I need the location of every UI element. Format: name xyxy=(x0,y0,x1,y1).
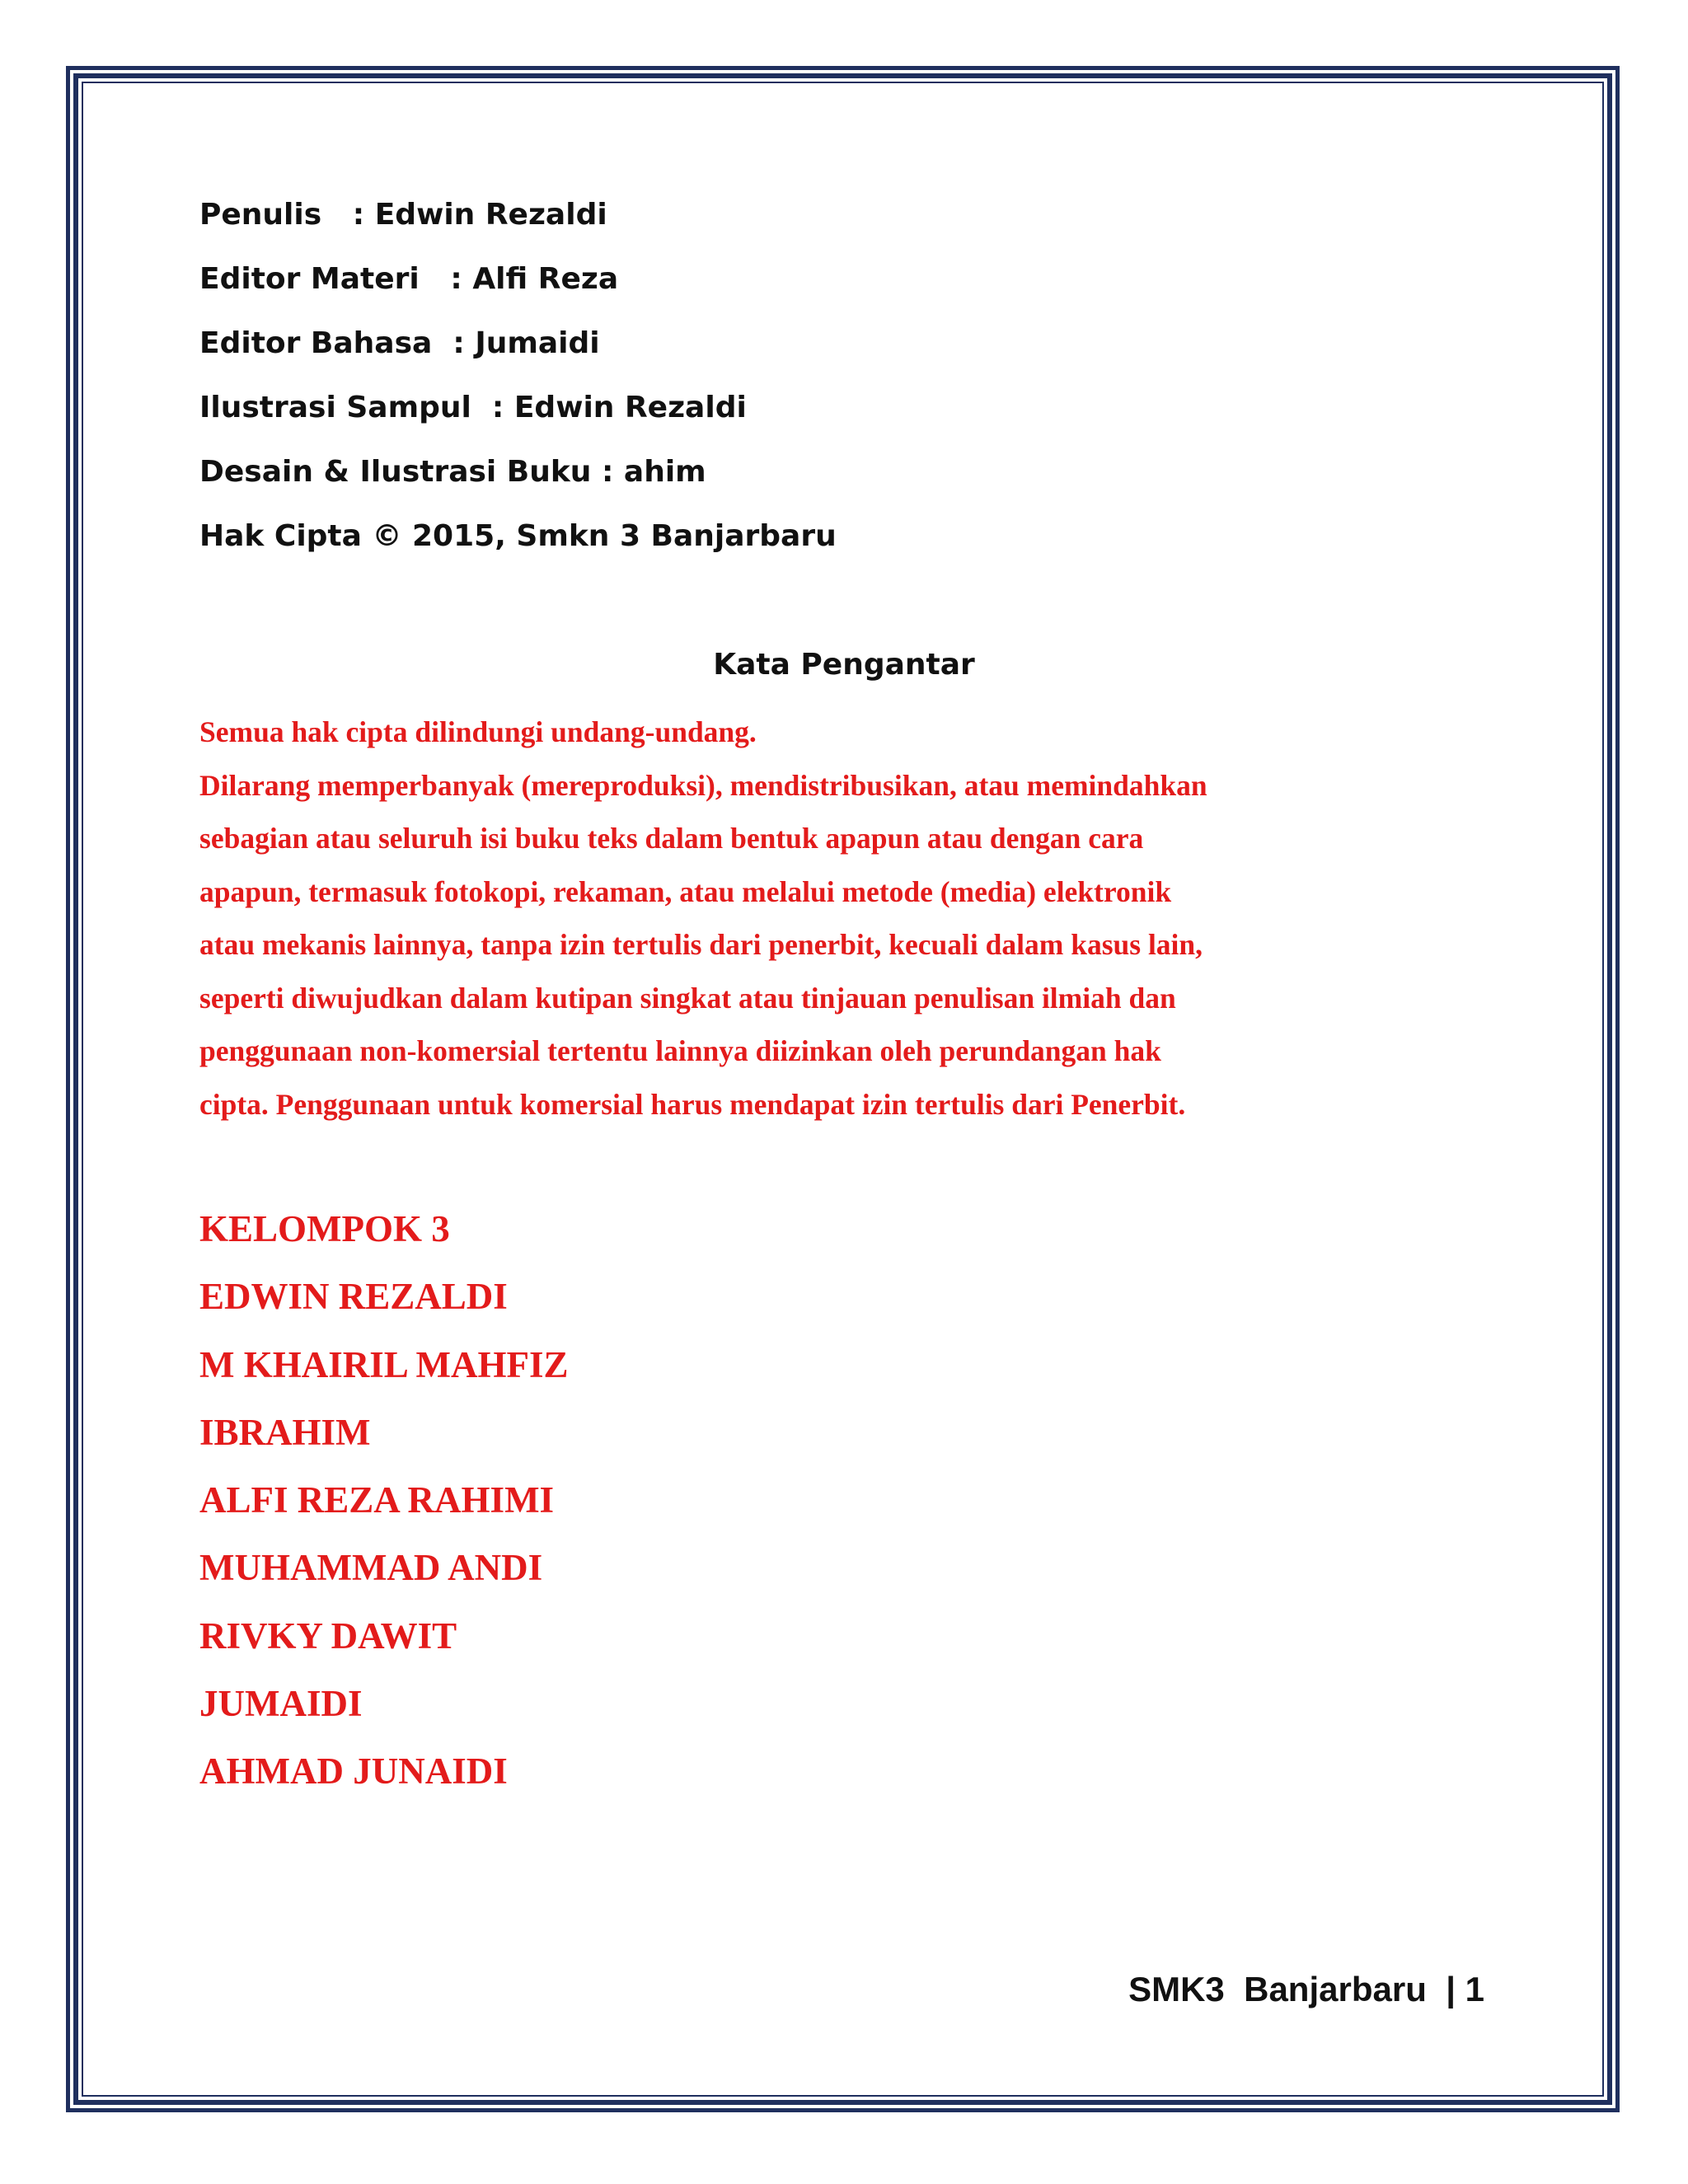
notice-line: atau mekanis lainnya, tanpa izin tertulis dari penerbit, kecuali dalam kasus lain, xyxy=(199,928,1203,961)
group-member: JUMAIDI xyxy=(199,1683,363,1725)
credit-value: ahim xyxy=(623,455,706,489)
footer-separator: | xyxy=(1446,1970,1456,2008)
group-member: RIVKY DAWIT xyxy=(199,1615,457,1657)
page-footer xyxy=(1128,1970,1484,2009)
group-member: M KHAIRIL MAHFIZ xyxy=(199,1343,569,1385)
footer-school: SMK3 Banjarbaru xyxy=(1128,1970,1427,2008)
notice-line: seperti diwujudkan dalam kutipan singkat atau tinjauan penulisan ilmiah dan xyxy=(199,981,1176,1015)
credit-label: Desain & Ilustrasi Buku xyxy=(199,455,592,489)
credit-value: Edwin Rezaldi xyxy=(513,391,747,424)
notice-line: apapun, termasuk fotokopi, rekaman, atau melalui metode (media) elektronik xyxy=(199,874,1172,908)
notice-line: penggunaan non-komersial tertentu lainnya diizinkan oleh perundangan hak xyxy=(199,1034,1161,1067)
credit-value: Jumaidi xyxy=(475,326,600,360)
credit-label: Editor Materi xyxy=(199,262,420,296)
credit-line-cover-illustration: Ilustrasi Sampul : Edwin Rezaldi xyxy=(199,391,747,424)
credits-block xyxy=(199,198,1353,583)
group-member: AHMAD JUNAIDI xyxy=(199,1750,508,1793)
copyright-line: Hak Cipta © 2015, Smkn 3 Banjarbaru xyxy=(199,519,837,553)
credit-label: Penulis xyxy=(199,198,322,232)
group-member: IBRAHIM xyxy=(199,1411,371,1453)
group-members-list xyxy=(199,1195,1353,1806)
notice-line: Dilarang memperbanyak (mereproduksi), mendistribusikan, atau memindahkan xyxy=(199,768,1207,802)
credit-line-material-editor: Editor Materi : Alfi Reza xyxy=(199,262,619,296)
notice-line: cipta. Penggunaan untuk komersial harus mendapat izin tertulis dari Penerbit. xyxy=(199,1087,1186,1121)
group-member: EDWIN REZALDI xyxy=(199,1276,508,1318)
credit-line-book-design: Desain & Ilustrasi Buku : ahim xyxy=(199,455,706,489)
credit-line-writer: Penulis : Edwin Rezaldi xyxy=(199,198,607,232)
group-title: KELOMPOK 3 xyxy=(199,1208,450,1249)
copyright-notice xyxy=(199,705,1386,1131)
credit-label: Editor Bahasa xyxy=(199,326,433,360)
notice-line: Semua hak cipta dilindungi undang-undang. xyxy=(199,715,757,748)
notice-line: sebagian atau seluruh isi buku teks dalam bentuk apapun atau dengan cara xyxy=(199,822,1144,855)
section-title: Kata Pengantar xyxy=(713,648,975,682)
credit-value: Edwin Rezaldi xyxy=(374,198,607,232)
credit-label: Ilustrasi Sampul xyxy=(199,391,471,424)
page-number: 1 xyxy=(1465,1970,1484,2008)
group-member: ALFI REZA RAHIMI xyxy=(199,1479,555,1521)
group-member: MUHAMMAD ANDI xyxy=(199,1547,543,1589)
credit-value: Alfi Reza xyxy=(472,262,619,296)
credit-line-language-editor: Editor Bahasa : Jumaidi xyxy=(199,326,600,360)
